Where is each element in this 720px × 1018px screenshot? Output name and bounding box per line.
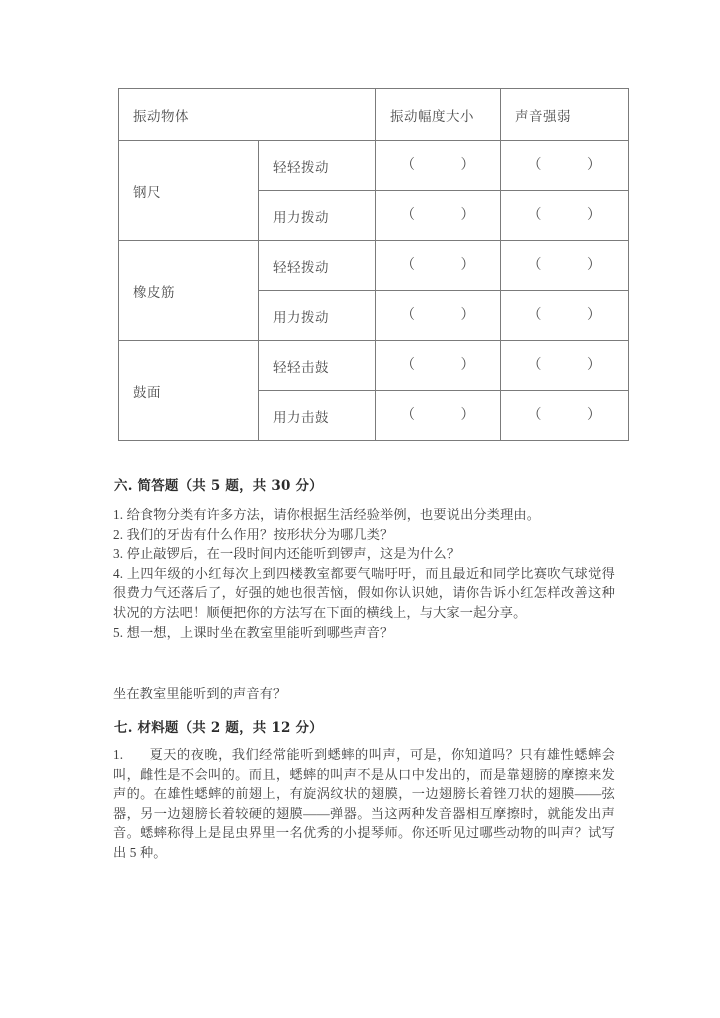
table-header-amplitude: 振动幅度大小	[376, 89, 501, 141]
material-item-text: 夏天的夜晚，我们经常能听到蟋蟀的叫声，可是，你知道吗？只有雄性蟋蟀会叫，雌性是不会叫的。而且，蟋蟀的叫声不是从口中发出的，而是靠翅膀的摩擦来发声的。在雄性蟋蟀的前翅上，有旋涡纹状的翅膜，一边翅膀长着锉刀状的翅膜——弦器，另一边翅膀长着较硬的翅膜——弹器。当这两种发音器相互摩擦时，就能发出声音。蟋蟀称得上是昆虫界里一名优秀的小提琴师。你还听见过哪些动物的叫声？试写出 5 种。	[113, 747, 615, 860]
answer-blank-amplitude[interactable]	[376, 341, 501, 391]
row-action-label: 用力拨动	[259, 291, 376, 341]
paren-left: （	[527, 256, 542, 273]
table-row	[119, 241, 629, 291]
material-question-item	[113, 745, 615, 863]
section-heading-six: 六. 简答题（共 5 题，共 30 分）	[114, 478, 323, 494]
table-row	[119, 141, 629, 191]
paren-right: ）	[460, 406, 475, 423]
paren-right: ）	[460, 206, 475, 223]
row-object-label: 钢尺	[119, 141, 259, 241]
material-item-number: 1.	[113, 747, 124, 762]
question-item: 2. 我们的牙齿有什么作用？按形状分为哪几类？	[113, 526, 394, 542]
paren-right: ）	[460, 356, 475, 373]
paren-left: （	[527, 306, 542, 323]
answer-blank-amplitude[interactable]	[376, 391, 501, 441]
paren-left: （	[527, 206, 542, 223]
row-action-label: 轻轻拨动	[259, 141, 376, 191]
paren-right: ）	[460, 156, 475, 173]
paren-left: （	[401, 306, 416, 323]
short-answer-question-list	[113, 505, 615, 642]
table-header-loudness: 声音强弱	[501, 89, 629, 141]
row-action-label: 用力击鼓	[259, 391, 376, 441]
paren-right: ）	[460, 306, 475, 323]
paren-left: （	[527, 406, 542, 423]
question-item: 4. 上四年级的小红每次上到四楼教室都要气喘吁吁，而且最近和同学比赛吹气球觉得很费力气还落后了，好强的她也很苦恼，假如你认识她，请你告诉小红怎样改善这种状况的方法吧！顺便把你的方法写在下面的横线上，与大家一起分享。	[113, 565, 615, 620]
table-header-object: 振动物体	[119, 89, 376, 141]
answer-blank-loudness[interactable]	[501, 241, 629, 291]
row-object-label: 鼓面	[119, 341, 259, 441]
answer-blank-amplitude[interactable]	[376, 191, 501, 241]
answer-blank-amplitude[interactable]	[376, 241, 501, 291]
paren-right: ）	[587, 356, 602, 373]
answer-prompt-line: 坐在教室里能听到的声音有？	[113, 686, 287, 701]
table-row	[119, 341, 629, 391]
paren-left: （	[401, 406, 416, 423]
row-action-label: 轻轻拨动	[259, 241, 376, 291]
question-item: 1. 给食物分类有许多方法，请你根据生活经验举例，也要说出分类理由。	[113, 507, 541, 522]
section-heading-seven: 七. 材料题（共 2 题，共 12 分）	[114, 720, 323, 736]
paren-right: ）	[587, 306, 602, 323]
paren-left: （	[401, 156, 416, 173]
paren-right: ）	[460, 256, 475, 273]
paren-right: ）	[587, 256, 602, 273]
row-action-label: 轻轻击鼓	[259, 341, 376, 391]
paren-right: ）	[587, 156, 602, 173]
answer-blank-loudness[interactable]	[501, 191, 629, 241]
answer-blank-loudness[interactable]	[501, 391, 629, 441]
paren-right: ）	[587, 206, 602, 223]
vibration-observation-table	[118, 88, 629, 441]
paren-right: ）	[587, 406, 602, 423]
paren-left: （	[401, 356, 416, 373]
answer-blank-loudness[interactable]	[501, 141, 629, 191]
question-item: 3. 停止敲锣后，在一段时间内还能听到锣声，这是为什么？	[113, 546, 461, 562]
paren-left: （	[401, 256, 416, 273]
paren-left: （	[527, 356, 542, 373]
paren-left: （	[401, 206, 416, 223]
vibration-table-container	[118, 88, 628, 441]
answer-blank-amplitude[interactable]	[376, 291, 501, 341]
answer-blank-amplitude[interactable]	[376, 141, 501, 191]
answer-blank-loudness[interactable]	[501, 341, 629, 391]
row-object-label: 橡皮筋	[119, 241, 259, 341]
paren-left: （	[527, 156, 542, 173]
question-item: 5. 想一想，上课时坐在教室里能听到哪些声音？	[113, 624, 394, 640]
row-action-label: 用力拨动	[259, 191, 376, 241]
answer-blank-loudness[interactable]	[501, 291, 629, 341]
table-header-row	[119, 89, 629, 141]
